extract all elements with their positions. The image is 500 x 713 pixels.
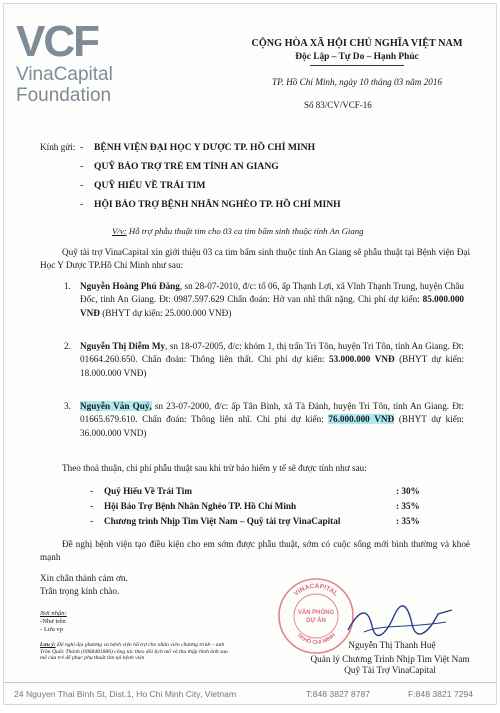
patient-item: 3. Nguyễn Văn Quý, sn 23-07-2000, đ/c: ấp Tân Bình, xã Tà Đảnh, huyện Tri Tôn, tỉnh An Giang. Đt: 01665.679.610. Chẩn đoán: Thông liên nhĩ. Chi phí dự kiến: 76.000.000 VNĐ (BHYT dự kiến: 36.000.000 VND) — [64, 401, 464, 438]
subject-text: Hỗ trợ phẫu thuật tim cho 03 ca tim bẩm sinh thuộc tỉnh An Giang — [128, 226, 364, 236]
logo-name — [16, 64, 156, 106]
distribution-percent: : 30% — [396, 486, 420, 496]
distribution-item: - Hội Bảo Trợ Bệnh Nhân Nghèo TP. Hồ Chí Minh — [90, 501, 297, 511]
patient-number: 1. — [64, 281, 71, 291]
patient-number: 3. — [64, 401, 71, 411]
header-rule — [310, 65, 404, 66]
patient-name: Nguyễn Thị Diễm My — [80, 341, 166, 351]
footer-address: 24 Nguyen Thai Binh St, Dist.1, Ho Chi Minh City, Vietnam — [14, 689, 237, 699]
patient-cost: 53.000.000 VNĐ — [329, 354, 395, 365]
patient-item: 1. Nguyễn Hoàng Phú Đăng, sn 28-07-2010, đ/c: tổ 06, ấp Thạnh Lợi, xã Vĩnh Thạnh Trung, huyện Châu Đốc, tỉnh An Giang. Đt: 0987.597.629 Chẩn đoán: Hở van nhĩ thất nặng. Chi phí dự kiến: 85.000.000 VNĐ (BHYT dự kiến: 25.000.000 VNĐ) — [64, 281, 464, 318]
header-motto: Độc Lập – Tự Do – Hạnh Phúc — [295, 52, 419, 62]
recipients-line: -Như trên — [40, 618, 66, 625]
addressee-label: Kính gửi: — [40, 142, 76, 152]
logo-line-1: VinaCapital — [16, 64, 113, 85]
stamp-mid-text: VĂN PHÒNG — [297, 610, 335, 616]
reference-number: Số 83/CV/VCF-16 — [304, 100, 372, 110]
stamp-mid-text: DỰ ÁN — [306, 618, 326, 624]
signatory-title: Quản lý Chương Trình Nhịp Tim Việt Nam — [310, 654, 470, 664]
stamp-top-text: VINACAPITAL — [292, 582, 340, 598]
distribution-item: - Quỹ Hiếu Về Trái Tim — [90, 486, 192, 496]
svg-text:VINACAPITAL — [293, 583, 339, 598]
subject-label: V/v: — [112, 226, 127, 236]
recipients-line: - Lưu vp — [40, 626, 63, 633]
closing-regards: Trân trọng kính chào. — [40, 586, 120, 596]
intro-paragraph: Quỹ tài trợ VinaCapital xin giới thiệu 03 ca tim bẩm sinh thuộc tỉnh An Giang sẽ phẫu thuật tại Bệnh viện Đại Học Y Dược TP.Hồ Chí Minh như sau: — [40, 247, 470, 271]
footnote-label: Lưu ý: — [40, 642, 56, 648]
handwritten-signature — [342, 604, 462, 638]
addressee-item: - BỆNH VIỆN ĐẠI HỌC Y DƯỢC TP. HỒ CHÍ MINH — [80, 142, 316, 153]
footnote-text: Đề nghị địa phương và bệnh viện hỗ trợ cho nhân viên chương trình – anh Trần Quốc Thành (0968481886) công tác theo dõi lịch mổ và thu thập hình ảnh sau mổ của trẻ để phục phụ thuật tim tại bệnh viện — [40, 642, 228, 662]
patient-number: 2. — [64, 341, 71, 351]
patient-name: Nguyễn Hoàng Phú Đăng — [80, 281, 180, 291]
addressee-item: - QUỸ HIẾU VỀ TRÁI TIM — [80, 180, 206, 191]
patient-cost: 85.000.000 VNĐ — [80, 294, 464, 318]
addressee-item: - HỘI BẢO TRỢ BỆNH NHÂN NGHÈO TP. HỒ CHÍ MINH — [80, 199, 341, 210]
signatory-organization: Quỹ Tài Trợ VinaCapital — [344, 665, 436, 675]
subject-line — [112, 226, 364, 236]
recipients-label: Nơi nhận: — [40, 610, 67, 617]
distribution-percent: : 35% — [396, 516, 420, 526]
logo-mark: VCF — [16, 17, 98, 66]
signatory-name: Nguyễn Thị Thanh Huệ — [348, 640, 436, 650]
addressee-item: - QUỸ BẢO TRỢ TRẺ EM TỈNH AN GIANG — [80, 161, 279, 172]
patient-item: 2. Nguyễn Thị Diễm My, sn 18-07-2005, đ/c: khóm 1, thị trấn Tri Tôn, huyện Tri Tôn, tỉnh An Giang. Đt: 01664.260.650. Chẩn đoán: Thông liên thất. Chi phí dự kiến: 53.000.000 VNĐ (BHYT dự kiến: 18.000.000 VNĐ) — [64, 341, 464, 378]
header-country: CỘNG HÒA XÃ HỘI CHỦ NGHĨA VIỆT NAM — [251, 38, 463, 49]
logo-line-2: Foundation — [16, 85, 112, 106]
header-date: TP. Hồ Chí Minh, ngày 10 tháng 03 năm 2016 — [271, 77, 443, 87]
request-paragraph: Đề nghị bệnh viện tạo điều kiện cho em sớm được phẫu thuật, sớm có cuộc sống mới bình thường và khoẻ mạnh — [40, 539, 470, 563]
footnote — [40, 642, 236, 662]
stamp-bottom-text: TP.HỒ CHÍ MINH — [295, 632, 337, 647]
footer-phone: T:848 3827 8787 — [306, 689, 371, 699]
footer-fax: F:848 3821 7294 — [408, 689, 473, 699]
patient-cost: 76.000.000 VNĐ — [328, 414, 395, 425]
agreement-paragraph: Theo thoả thuận, chi phí phẫu thuật sau khi trừ bảo hiểm y tế sẽ được tính như sau: — [62, 463, 367, 473]
closing-thanks: Xin chân thành cảm ơn. — [40, 573, 128, 583]
distribution-percent: : 35% — [396, 501, 420, 511]
document-page — [3, 3, 497, 705]
distribution-item: - Chương trình Nhịp Tim Việt Nam – Quỹ tài trợ VinaCapital — [90, 516, 341, 526]
patient-name: Nguyễn Văn Quý, — [80, 401, 152, 411]
recipients-note — [40, 610, 67, 634]
